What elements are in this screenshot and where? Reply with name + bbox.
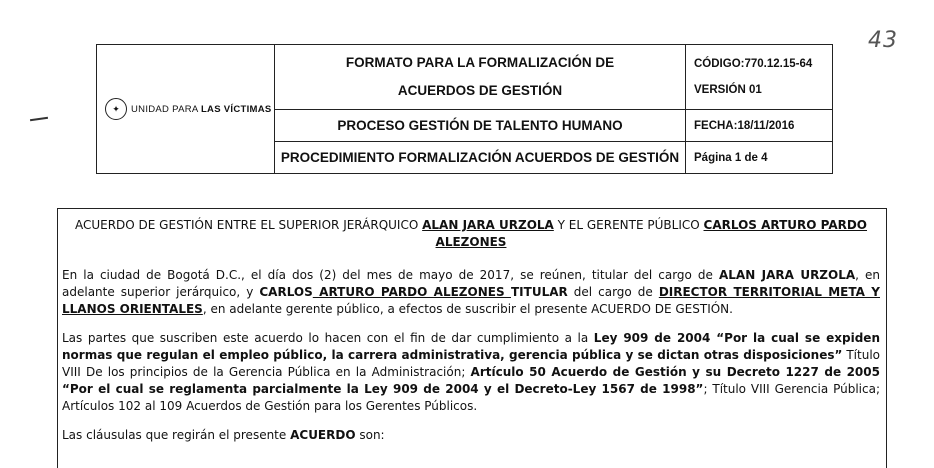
p2-law-909: Ley 909 de 2004 “Por la cual se expiden normas que regulan el empleo público, la carrera administrativa, gerencia pública y se dictan otras disposiciones” bbox=[62, 331, 880, 362]
p1-manager-rest: ARTURO PARDO ALEZONES bbox=[312, 285, 511, 299]
format-title bbox=[275, 45, 686, 110]
p1-text-i: , en adelante gerente público, a efectos de suscribir el presente ACUERDO DE GESTIÓN. bbox=[202, 302, 733, 316]
title-line-1: FORMATO PARA LA FORMALIZACIÓN DE bbox=[345, 55, 615, 70]
margin-mark bbox=[30, 117, 48, 121]
page-count: Página 1 de 4 bbox=[686, 142, 833, 174]
logo-brand: LAS VÍCTIMAS bbox=[200, 103, 272, 115]
code-version-cell bbox=[686, 45, 833, 110]
procedure-name: PROCEDIMIENTO FORMALIZACIÓN ACUERDOS DE GESTIÓN bbox=[275, 142, 686, 174]
agreement-body bbox=[57, 208, 887, 468]
p3-text-c: son: bbox=[355, 428, 385, 442]
seal-icon: ✦ bbox=[105, 98, 127, 120]
p1-position: DIRECTOR TERRITORIAL META Y LLANOS ORIENTALES bbox=[62, 285, 880, 316]
p1-text-g: del cargo de bbox=[567, 285, 659, 299]
p1-text-a: En la ciudad de Bogotá D.C., el día dos (2) del mes de mayo de 2017, se reúnen, titular del cargo de bbox=[62, 268, 719, 282]
document-date: FECHA:18/11/2016 bbox=[686, 110, 833, 142]
p1-manager-first: CARLOS bbox=[259, 285, 313, 299]
page-annotation: 43 bbox=[868, 28, 898, 53]
document-code: CÓDIGO:770.12.15-64 bbox=[694, 58, 813, 70]
manager-surname: ALEZONES bbox=[435, 235, 507, 249]
process-name: PROCESO GESTIÓN DE TALENTO HUMANO bbox=[275, 110, 686, 142]
paragraph-legal-basis bbox=[62, 330, 880, 415]
p3-acuerdo: ACUERDO bbox=[290, 428, 356, 442]
p2-text-e: ; Título VIII Gerencia Pública; Artículos 102 al 109 Acuerdos de Gestión para los Gerentes Públicos. bbox=[62, 382, 881, 413]
superior-name: ALAN JARA URZOLA bbox=[422, 218, 554, 232]
logo-prefix: UNIDAD PARA bbox=[131, 103, 201, 115]
agreement-heading bbox=[62, 217, 880, 251]
title-line-2: ACUERDOS DE GESTIÓN bbox=[397, 83, 563, 98]
document-version: VERSIÓN 01 bbox=[694, 84, 762, 96]
p3-text-a: Las cláusulas que regirán el presente bbox=[62, 428, 291, 442]
p1-superior: ALAN JARA URZOLA bbox=[718, 268, 856, 282]
logo bbox=[97, 98, 274, 120]
logo-text bbox=[131, 104, 272, 115]
logo-cell bbox=[97, 45, 275, 174]
p2-text-a: Las partes que suscriben este acuerdo lo hacen con el fin de dar cumplimiento a la bbox=[62, 331, 594, 345]
p2-decree: Artículo 50 Acuerdo de Gestión y su Decreto 1227 de 2005 “Por el cual se reglamenta parcialmente la Ley 909 de 2004 y el Decreto-Ley 1567 de 1998” bbox=[62, 365, 880, 396]
paragraph-parties bbox=[62, 267, 880, 318]
p2-text-c: Título VIII De los principios de la Gerencia Pública en la Administración; bbox=[62, 348, 881, 379]
heading-text: ACUERDO DE GESTIÓN ENTRE EL SUPERIOR JERÁRQUICO bbox=[74, 218, 423, 232]
p1-titular: TITULAR bbox=[510, 285, 568, 299]
p1-text-c: , en adelante superior jerárquico, y bbox=[62, 268, 881, 299]
document-header-table bbox=[96, 44, 833, 174]
heading-mid: Y EL GERENTE PÚBLICO bbox=[553, 218, 704, 232]
paragraph-clauses bbox=[62, 427, 880, 444]
manager-name: CARLOS ARTURO PARDO bbox=[703, 218, 868, 232]
